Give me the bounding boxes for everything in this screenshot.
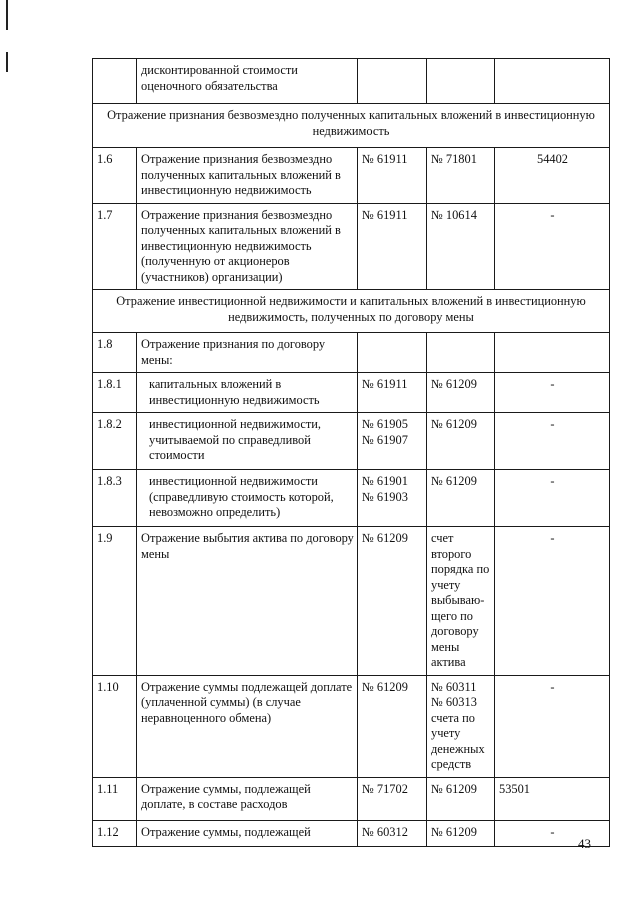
- credit-account: № 10614: [427, 203, 495, 290]
- table-row: [93, 470, 610, 527]
- debit-account: [358, 59, 427, 104]
- credit-account: № 71801: [427, 148, 495, 204]
- row-number: 1.6: [93, 148, 137, 204]
- row-number: 1.7: [93, 203, 137, 290]
- row-description: Отражение выбытия актива по договору мены: [137, 527, 358, 676]
- table-row: [93, 203, 610, 290]
- accounting-entries-table: [92, 58, 610, 847]
- credit-account: № 61209: [427, 820, 495, 846]
- scan-edge-mark: [6, 0, 8, 30]
- symbol-code: -: [495, 373, 610, 413]
- symbol-code: [495, 333, 610, 373]
- debit-account: № 71702: [358, 777, 427, 820]
- table-row: [93, 675, 610, 777]
- scan-edge-mark: [6, 52, 8, 72]
- debit-account: [358, 333, 427, 373]
- row-description: Отражение признания по договору мены:: [137, 333, 358, 373]
- table-row: [93, 373, 610, 413]
- row-description: Отражение суммы, подлежащей доплате, в составе расходов: [137, 777, 358, 820]
- row-description: Отражение признания безвозмездно полученных капитальных вложений в инвестиционную недвижимость (полученную от акционеров (участников) организации): [137, 203, 358, 290]
- symbol-code: -: [495, 820, 610, 846]
- debit-account: № 61911: [358, 203, 427, 290]
- symbol-code: -: [495, 203, 610, 290]
- credit-account: [427, 333, 495, 373]
- debit-account: № 61209: [358, 675, 427, 777]
- symbol-code: -: [495, 470, 610, 527]
- table-row: [93, 148, 610, 204]
- table-row: [93, 333, 610, 373]
- table-row: [93, 527, 610, 676]
- row-description: Отражение суммы, подлежащей: [137, 820, 358, 846]
- debit-account: № 61905 № 61907: [358, 413, 427, 470]
- credit-account: счет второго порядка по учету выбываю- щего по договору мены актива: [427, 527, 495, 676]
- row-number: 1.10: [93, 675, 137, 777]
- debit-account: № 60312: [358, 820, 427, 846]
- section-header-row: [93, 290, 610, 333]
- row-number: 1.8.3: [93, 470, 137, 527]
- table-row: [93, 59, 610, 104]
- table-row: [93, 777, 610, 820]
- debit-account: № 61209: [358, 527, 427, 676]
- credit-account: № 61209: [427, 470, 495, 527]
- debit-account: № 61901 № 61903: [358, 470, 427, 527]
- debit-account: № 61911: [358, 373, 427, 413]
- section-title: Отражение инвестиционной недвижимости и капитальных вложений в инвестиционную недвижимость, полученных по договору мены: [93, 290, 610, 333]
- row-description: капитальных вложений в инвестиционную недвижимость: [137, 373, 358, 413]
- row-number: 1.8.1: [93, 373, 137, 413]
- credit-account: № 61209: [427, 373, 495, 413]
- row-description: инвестиционной недвижимости (справедливую стоимость которой, невозможно определить): [137, 470, 358, 527]
- credit-account: [427, 59, 495, 104]
- page-number: 43: [578, 836, 591, 851]
- row-number: 1.8: [93, 333, 137, 373]
- symbol-code: -: [495, 527, 610, 676]
- section-title: Отражение признания безвозмездно полученных капитальных вложений в инвестиционную недвижимость: [93, 104, 610, 148]
- row-number: 1.9: [93, 527, 137, 676]
- document-page: [92, 58, 609, 847]
- symbol-code: 53501: [495, 777, 610, 820]
- row-description: инвестиционной недвижимости, учитываемой по справедливой стоимости: [137, 413, 358, 470]
- symbol-code: 54402: [495, 148, 610, 204]
- credit-account: № 61209: [427, 777, 495, 820]
- symbol-code: [495, 59, 610, 104]
- credit-account: № 61209: [427, 413, 495, 470]
- table-row: [93, 820, 610, 846]
- row-number: 1.8.2: [93, 413, 137, 470]
- symbol-code: -: [495, 675, 610, 777]
- debit-account: № 61911: [358, 148, 427, 204]
- section-header-row: [93, 104, 610, 148]
- row-number: 1.11: [93, 777, 137, 820]
- row-number: 1.12: [93, 820, 137, 846]
- row-description: Отражение суммы подлежащей доплате (уплаченной суммы) (в случае неравноценного обмена): [137, 675, 358, 777]
- symbol-code: -: [495, 413, 610, 470]
- row-description: дисконтированной стоимости оценочного обязательства: [137, 59, 358, 104]
- credit-account: № 60311 № 60313 счета по учету денежных средств: [427, 675, 495, 777]
- row-description: Отражение признания безвозмездно полученных капитальных вложений в инвестиционную недвижимость: [137, 148, 358, 204]
- table-row: [93, 413, 610, 470]
- row-number: [93, 59, 137, 104]
